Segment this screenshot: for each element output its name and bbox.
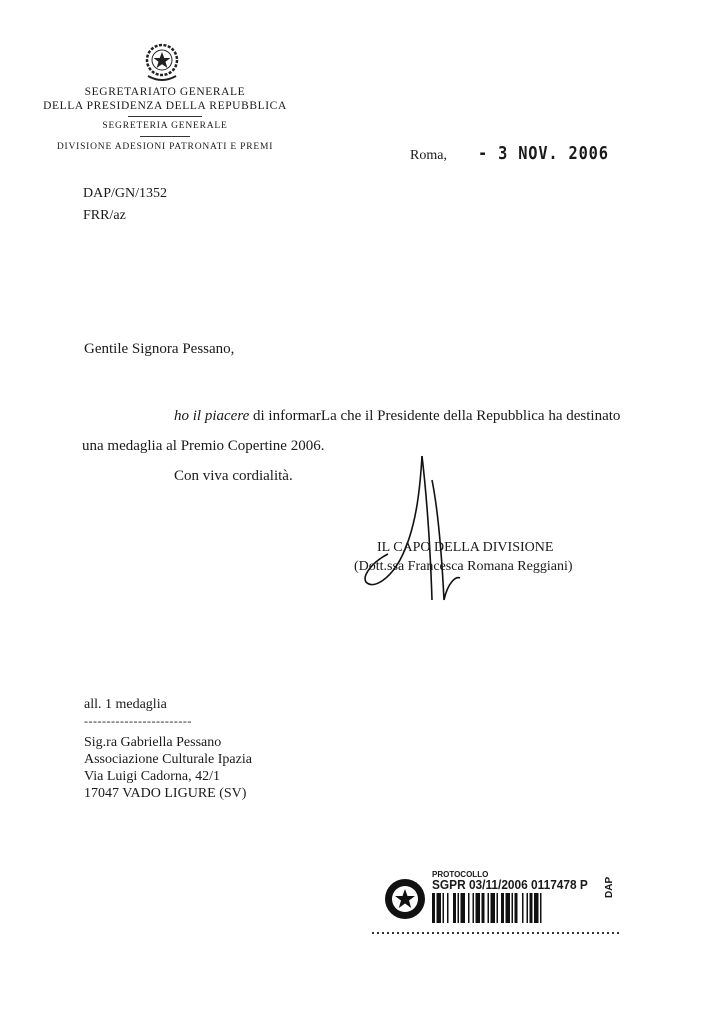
date-stamp: - 3 NOV. 2006 <box>478 143 609 164</box>
barcode-icon <box>432 893 600 923</box>
enclosure-note: all. 1 medaglia <box>84 697 167 712</box>
stamp-protocol-code: SGPR 03/11/2006 0117478 P <box>432 878 588 892</box>
italian-republic-emblem <box>140 40 184 84</box>
stamp-label: PROTOCOLLO <box>432 870 489 879</box>
stamp-side-code: DAP <box>604 876 615 898</box>
letterhead-line-2: DELLA PRESIDENZA DELLA REPUBBLICA <box>43 100 287 112</box>
date-place: Roma, <box>410 148 447 163</box>
recipient-name: Sig.ra Gabriella Pessano <box>84 735 222 750</box>
recipient-street: Via Luigi Cadorna, 42/1 <box>84 769 221 784</box>
closing: Con viva cordialità. <box>174 468 293 484</box>
paragraph-opening: ho il piacere <box>174 408 250 424</box>
handwritten-signature <box>360 450 480 610</box>
letterhead-rule-1 <box>128 116 202 117</box>
paragraph-line-1 <box>174 408 620 425</box>
stamp-emblem-icon <box>382 876 428 922</box>
paragraph-continuation: di informarLa che il Presidente della Repubblica ha destinato <box>249 408 621 424</box>
letterhead-line-4: DIVISIONE ADESIONI PATRONATI E PREMI <box>56 142 274 152</box>
separator-line: ------------------------ <box>84 714 192 728</box>
salutation: Gentile Signora Pessano, <box>84 341 235 357</box>
letterhead-rule-2 <box>140 136 190 137</box>
letterhead-line-3: SEGRETERIA GENERALE <box>102 121 228 131</box>
signatory-title: IL CAPO DELLA DIVISIONE <box>377 540 554 555</box>
signatory-name: (Dott.ssa Francesca Romana Reggiani) <box>354 559 573 574</box>
stamp-dotted-line <box>372 930 622 936</box>
recipient-organization: Associazione Culturale Ipazia <box>84 752 252 767</box>
letterhead-line-1: SEGRETARIATO GENERALE <box>84 86 246 98</box>
reference-code: DAP/GN/1352 <box>83 186 168 201</box>
paragraph-line-2: una medaglia al Premio Copertine 2006. <box>82 438 325 454</box>
recipient-city: 17047 VADO LIGURE (SV) <box>84 786 247 801</box>
reference-initials: FRR/az <box>83 208 126 223</box>
